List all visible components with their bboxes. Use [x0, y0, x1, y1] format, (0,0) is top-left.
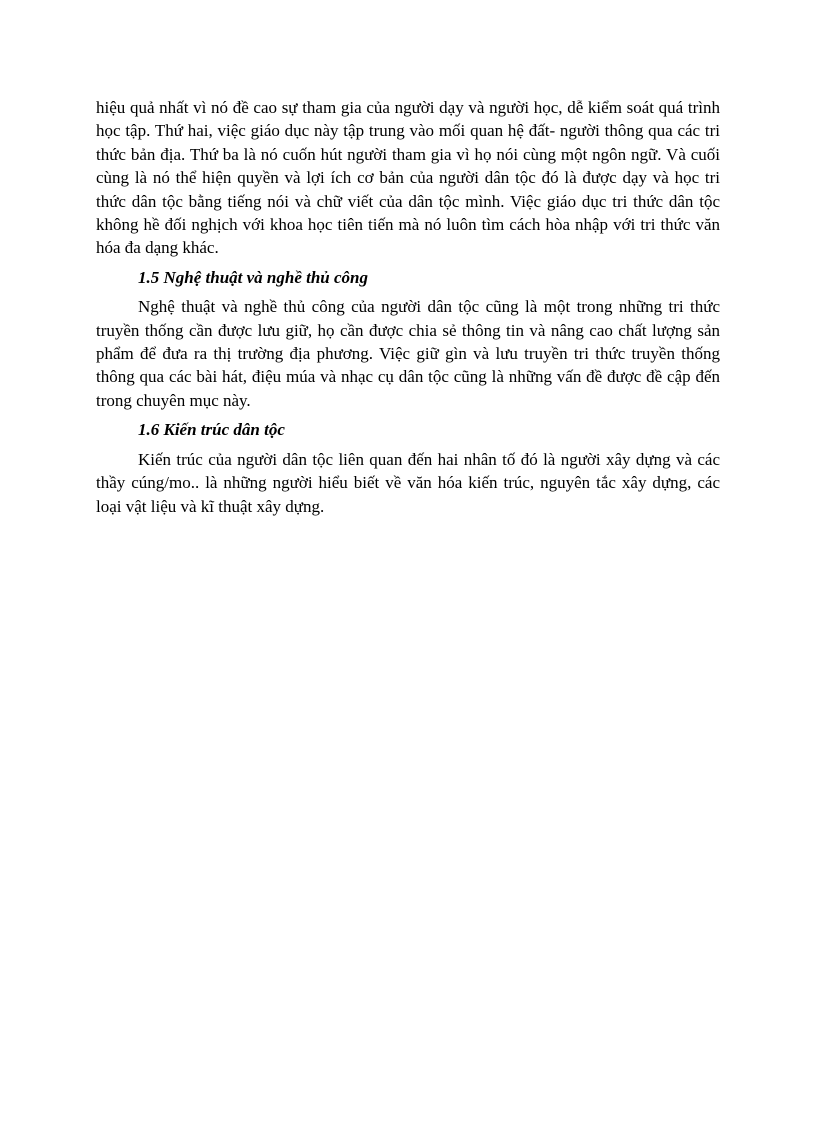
section-heading-1-6: 1.6 Kiến trúc dân tộc [138, 420, 285, 440]
section-body-1-5: Nghệ thuật và nghề thủ công của người dân tộc cũng là một trong những tri thức truyền thống cần được lưu giữ, họ cần được chia sẻ thông tin và nâng cao chất lượng sản phẩm để đưa ra thị trường địa phương. Việc giữ gìn và lưu truyền tri thức truyền thống thông qua các bài hát, điệu múa và nhạc cụ dân tộc cũng là những vấn đề được đề cập đến trong chuyên mục này. [96, 297, 720, 410]
continued-paragraph: hiệu quả nhất vì nó đề cao sự tham gia của người dạy và người học, dễ kiểm soát quá trình học tập. Thứ hai, việc giáo dục này tập trung vào mối quan hệ đất- người thông qua các tri thức bản địa. Thứ ba là nó cuốn hút người tham gia vì họ nói cùng một ngôn ngữ. Và cuối cùng là nó thể hiện quyền và lợi ích cơ bản của người dân tộc đó là được dạy và học tri thức dân tộc bằng tiếng nói và chữ viết của dân tộc mình. Việc giáo dục tri thức dân tộc không hề đối nghịch với khoa học tiên tiến mà nó luôn tìm cách hòa nhập với tri thức văn hóa đa dạng khác. [96, 98, 720, 258]
document-page [96, 96, 720, 518]
section-heading-1-5: 1.5 Nghệ thuật và nghề thủ công [138, 267, 369, 287]
section-body-1-6: Kiến trúc của người dân tộc liên quan đến hai nhân tố đó là người xây dựng và các thầy cúng/mo.. là những người hiểu biết về văn hóa kiến trúc, nguyên tắc xây dựng, các loại vật liệu và kĩ thuật xây dựng. [96, 449, 720, 516]
